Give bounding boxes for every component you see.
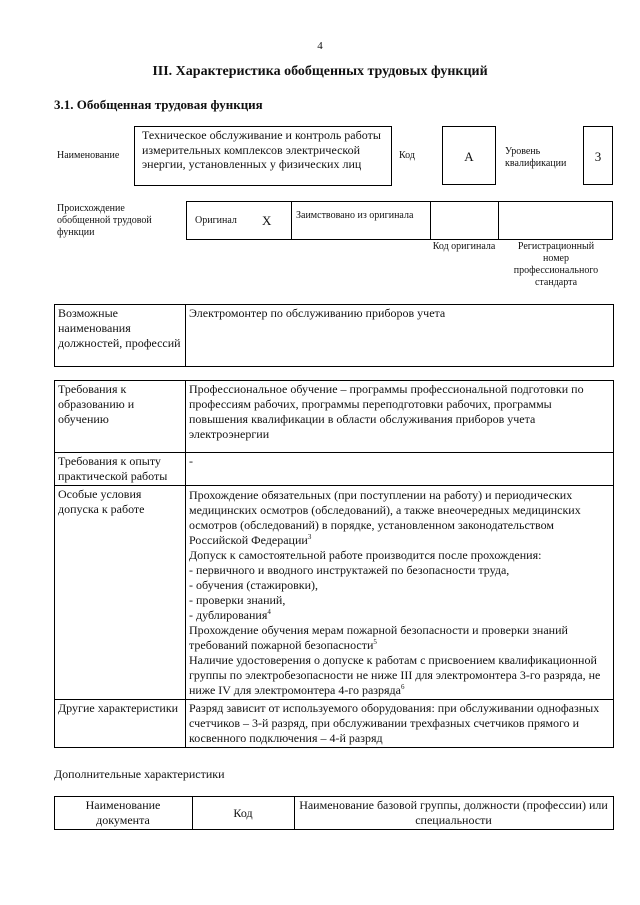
origin-divider-2 — [430, 202, 431, 239]
admission-line: Наличие удостоверения о допуске к работам с присвоением квалификационной группы по электробезопасности не ниже III для электромонтера 3-го разряда, не ниже IV для электромонтера 4-го разряда$^6$ — [189, 653, 601, 697]
gtf-name-value: Техническое обслуживание и контроль работы измерительных комплексов электрической энергии, установленных у физических лиц — [134, 126, 392, 186]
gtf-level-value: 3 — [583, 126, 613, 185]
col-header-code: Код — [193, 797, 295, 830]
requirements-row — [55, 381, 614, 453]
footnote-mark: 3 — [307, 533, 312, 541]
col-header-group: Наименование базовой группы, должности (профессии) или специальности — [295, 797, 614, 830]
origin-original-label: Оригинал — [195, 215, 237, 226]
requirements-row — [55, 486, 614, 700]
section-title: III. Характеристика обобщенных трудовых функций — [152, 64, 488, 79]
requirements-row — [55, 700, 614, 748]
origin-divider-1 — [291, 202, 292, 239]
origin-original-mark: Х — [262, 213, 272, 228]
footnote-mark: 4 — [267, 608, 271, 616]
subsection-title: 3.1. Обобщенная трудовая функция — [54, 97, 263, 112]
gtf-level-label: Уровень квалификации — [505, 146, 567, 169]
footnote-mark: 5 — [373, 638, 377, 646]
positions-value: Электромонтер по обслуживанию приборов учета — [186, 305, 614, 367]
admission-line: - проверки знаний, — [189, 593, 286, 607]
req-experience-value: - — [186, 453, 614, 486]
reg-number-caption: Регистрационный номер профессионального стандарта — [513, 241, 599, 288]
requirements-table — [54, 380, 614, 748]
req-experience-label: Требования к опыту практической работы — [55, 453, 186, 486]
admission-line: - дублирования$^4$ — [189, 608, 271, 622]
gtf-code-value: А — [442, 126, 496, 185]
req-other-value: Разряд зависит от используемого оборудования: при обслуживании однофазных счетчиков – 3-й разряд, при обслуживании трехфазных счетчиков прямого и косвенного подключения – 4-й разряд — [186, 700, 614, 748]
admission-line: Прохождение обязательных (при поступлении на работу) и периодических медицинских осмотров (обследований), а также внеочередных медицинских осмотров (обследований) в порядке, установленном законодательством Российской Федерации$^3$ — [189, 488, 581, 547]
origin-borrowed-label: Заимствовано из оригинала — [296, 210, 414, 221]
req-education-label: Требования к образованию и обучению — [55, 381, 186, 453]
req-education-value: Профессиональное обучение – программы профессиональной подготовки по профессиям рабочих, программы переподготовки рабочих, программы повышения квалификации в области обслуживания приборов учета электроэнергии — [186, 381, 614, 453]
req-other-label: Другие характеристики — [55, 700, 186, 748]
origin-divider-3 — [498, 202, 499, 239]
origin-label: Происхождение обобщенной трудовой функции — [57, 203, 152, 238]
code-original-caption: Код оригинала — [432, 241, 496, 252]
positions-table — [54, 304, 614, 367]
admission-line: Допуск к самостоятельной работе производится после прохождения: — [189, 548, 542, 562]
admission-line: - первичного и вводного инструктажей по безопасности труда, — [189, 563, 510, 577]
page-number: 4 — [317, 40, 323, 52]
req-admission-value — [186, 486, 614, 700]
req-admission-label: Особые условия допуска к работе — [55, 486, 186, 700]
additional-table — [54, 796, 614, 830]
footnote-mark: 6 — [401, 683, 405, 691]
col-header-document: Наименование документа — [55, 797, 193, 830]
requirements-row — [55, 453, 614, 486]
admission-line: Прохождение обучения мерам пожарной безопасности и проверки знаний требований пожарной безопасности$^5$ — [189, 623, 568, 652]
gtf-name-label: Наименование — [57, 150, 120, 161]
origin-box — [186, 201, 613, 240]
additional-title: Дополнительные характеристики — [54, 767, 225, 781]
positions-label: Возможные наименования должностей, профессий — [55, 305, 186, 367]
admission-line: - обучения (стажировки), — [189, 578, 319, 592]
gtf-code-label: Код — [399, 150, 415, 161]
